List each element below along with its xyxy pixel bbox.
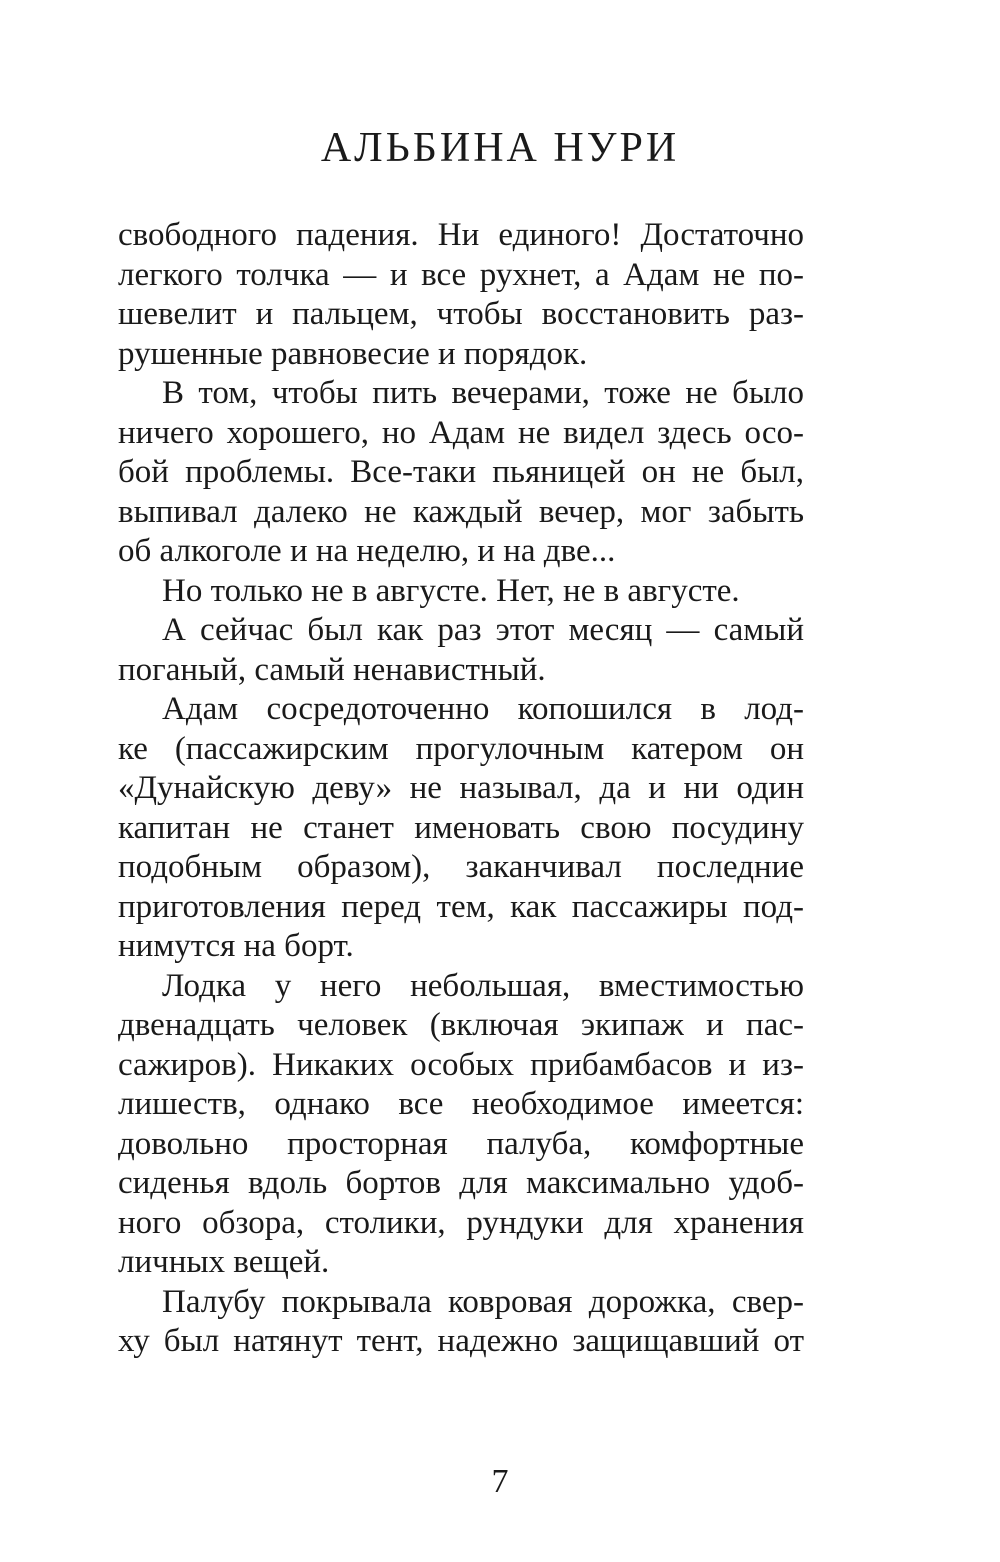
text-line: шевелит и пальцем, чтобы восстановить раз-	[118, 296, 804, 332]
text-line: приготовления перед тем, как пассажиры под-	[118, 888, 804, 925]
text-line: сажиров). Никаких особых прибамбасов и из-	[118, 1046, 804, 1083]
text-line: нимутся на борт.	[118, 928, 354, 964]
text-line: лишеств, однако все необходимое имеется:	[118, 1086, 804, 1122]
text-line: Адам сосредоточенно копошился в лод-	[162, 691, 804, 727]
text-line: ху был натянут тент, надежно защищавший от	[118, 1323, 804, 1359]
text-line: Но только не в августе. Нет, не в августе.	[162, 572, 740, 609]
text-line: легкого толчка — и все рухнет, а Адам не по-	[118, 256, 804, 293]
text-line: поганый, самый ненавистный.	[118, 651, 546, 688]
body-text	[118, 216, 804, 1362]
text-line: довольно просторная палуба, комфортные	[118, 1125, 804, 1162]
text-line: А сейчас был как раз этот месяц — самый	[162, 612, 804, 648]
text-line: капитан не станет именовать свою посудину	[118, 809, 804, 846]
text-line: ничего хорошего, но Адам не видел здесь осо-	[118, 414, 804, 451]
text-line: ке (пассажирским прогулочным катером он	[118, 730, 804, 767]
text-line: выпивал далеко не каждый вечер, мог забыть	[118, 493, 804, 530]
text-line: личных вещей.	[118, 1244, 330, 1280]
text-line: Лодка у него небольшая, вместимостью	[162, 967, 804, 1004]
text-line: свободного падения. Ни единого! Достаточно	[118, 217, 804, 253]
page-number: 7	[491, 1463, 509, 1500]
text-line: двенадцать человек (включая экипаж и пас-	[118, 1007, 804, 1043]
text-line: «Дунайскую деву» не называл, да и ни один	[118, 770, 804, 806]
text-line: В том, чтобы пить вечерами, тоже не было	[162, 375, 804, 411]
text-line: об алкоголе и на неделю, и на две...	[118, 533, 616, 569]
text-line: ного обзора, столики, рундуки для хранения	[118, 1204, 804, 1241]
text-line: рушенные равновесие и порядок.	[118, 335, 588, 372]
text-line: Палубу покрывала ковровая дорожка, свер-	[162, 1283, 804, 1320]
text-line: подобным образом), заканчивал последние	[118, 849, 804, 885]
running-head-author: АЛЬБИНА НУРИ	[320, 125, 680, 171]
text-line: сиденья вдоль бортов для максимально удоб-	[118, 1165, 804, 1201]
text-line: бой проблемы. Все-таки пьяницей он не был,	[118, 454, 804, 490]
